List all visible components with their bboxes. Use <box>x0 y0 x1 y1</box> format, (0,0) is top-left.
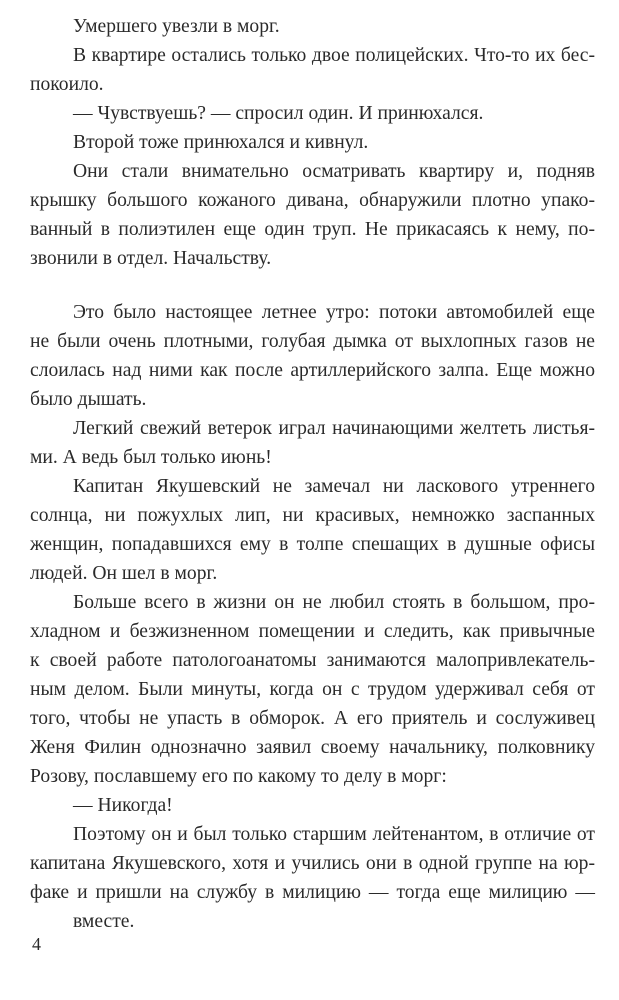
paragraph <box>30 414 595 472</box>
text-line: звонили в отдел. Начальству. <box>30 248 272 269</box>
text-line: Легкий свежий ветерок играл начинающими желтеть листья- <box>73 418 595 439</box>
paragraph <box>30 128 595 157</box>
text-line: вместе. <box>73 911 135 932</box>
section-break <box>30 273 595 298</box>
text-line: было дышать. <box>30 389 147 410</box>
text-line: Они стали внимательно осматривать квартиру и, подняв <box>73 161 595 182</box>
text-line: факе и пришли на службу в милицию — тогда еще милицию — <box>30 882 595 903</box>
text-line: покоило. <box>30 74 104 95</box>
text-line: женщин, попадавшихся ему в толпе спешащих в душные офисы <box>30 534 595 555</box>
paragraph <box>30 298 595 414</box>
text-line: к своей работе патологоанатомы занимаются малопривлекатель- <box>30 650 595 671</box>
text-line: Розову, пославшему его по какому то делу в морг: <box>30 766 447 787</box>
text-line: хладном и безжизненном помещении и следить, как привычные <box>30 621 595 642</box>
page-number: 4 <box>32 934 41 954</box>
paragraph <box>30 820 595 936</box>
text-line: солнца, ни пожухлых лип, ни красивых, немножко заспанных <box>30 505 595 526</box>
paragraph <box>30 99 595 128</box>
text-line: крышку большого кожаного дивана, обнаружили плотно упако- <box>30 190 595 211</box>
text-line: того, чтобы не упасть в обморок. А его приятель и сослуживец <box>30 708 595 729</box>
text-line: ванный в полиэтилен еще один труп. Не прикасаясь к нему, по- <box>30 219 595 240</box>
text-line: ным делом. Были минуты, когда он с трудом удерживал себя от <box>30 679 595 700</box>
text-line: В квартире остались только двое полицейских. Что-то их бес- <box>73 45 595 66</box>
text-line: Капитан Якушевский не замечал ни ласкового утреннего <box>73 476 595 497</box>
text-line: Второй тоже принюхался и кивнул. <box>73 132 369 153</box>
text-line: Поэтому он и был только старшим лейтенантом, в отличие от <box>73 824 595 845</box>
text-line: ми. А ведь был только июнь! <box>30 447 272 468</box>
text-line: Женя Филин однозначно заявил своему начальнику, полковнику <box>30 737 595 758</box>
paragraph <box>30 12 595 41</box>
text-line: не были очень плотными, голубая дымка от выхлопных газов не <box>30 331 595 352</box>
text-line: Больше всего в жизни он не любил стоять в большом, про- <box>73 592 595 613</box>
text-line: — Чувствуешь? — спросил один. И принюхался. <box>73 103 484 124</box>
paragraph <box>30 791 595 820</box>
text-line: слоилась над ними как после артиллерийского залпа. Еще можно <box>30 360 595 381</box>
paragraph <box>30 157 595 273</box>
text-line: — Никогда! <box>73 795 173 816</box>
paragraph <box>30 41 595 99</box>
text-line: Умершего увезли в морг. <box>73 16 280 37</box>
text-line: людей. Он шел в морг. <box>30 563 218 584</box>
text-line: Это было настоящее летнее утро: потоки автомобилей еще <box>73 302 595 323</box>
text-line: капитана Якушевского, хотя и учились они в одной группе на юр- <box>30 853 595 874</box>
book-page-text <box>30 12 595 936</box>
paragraph <box>30 472 595 588</box>
paragraph <box>30 588 595 791</box>
